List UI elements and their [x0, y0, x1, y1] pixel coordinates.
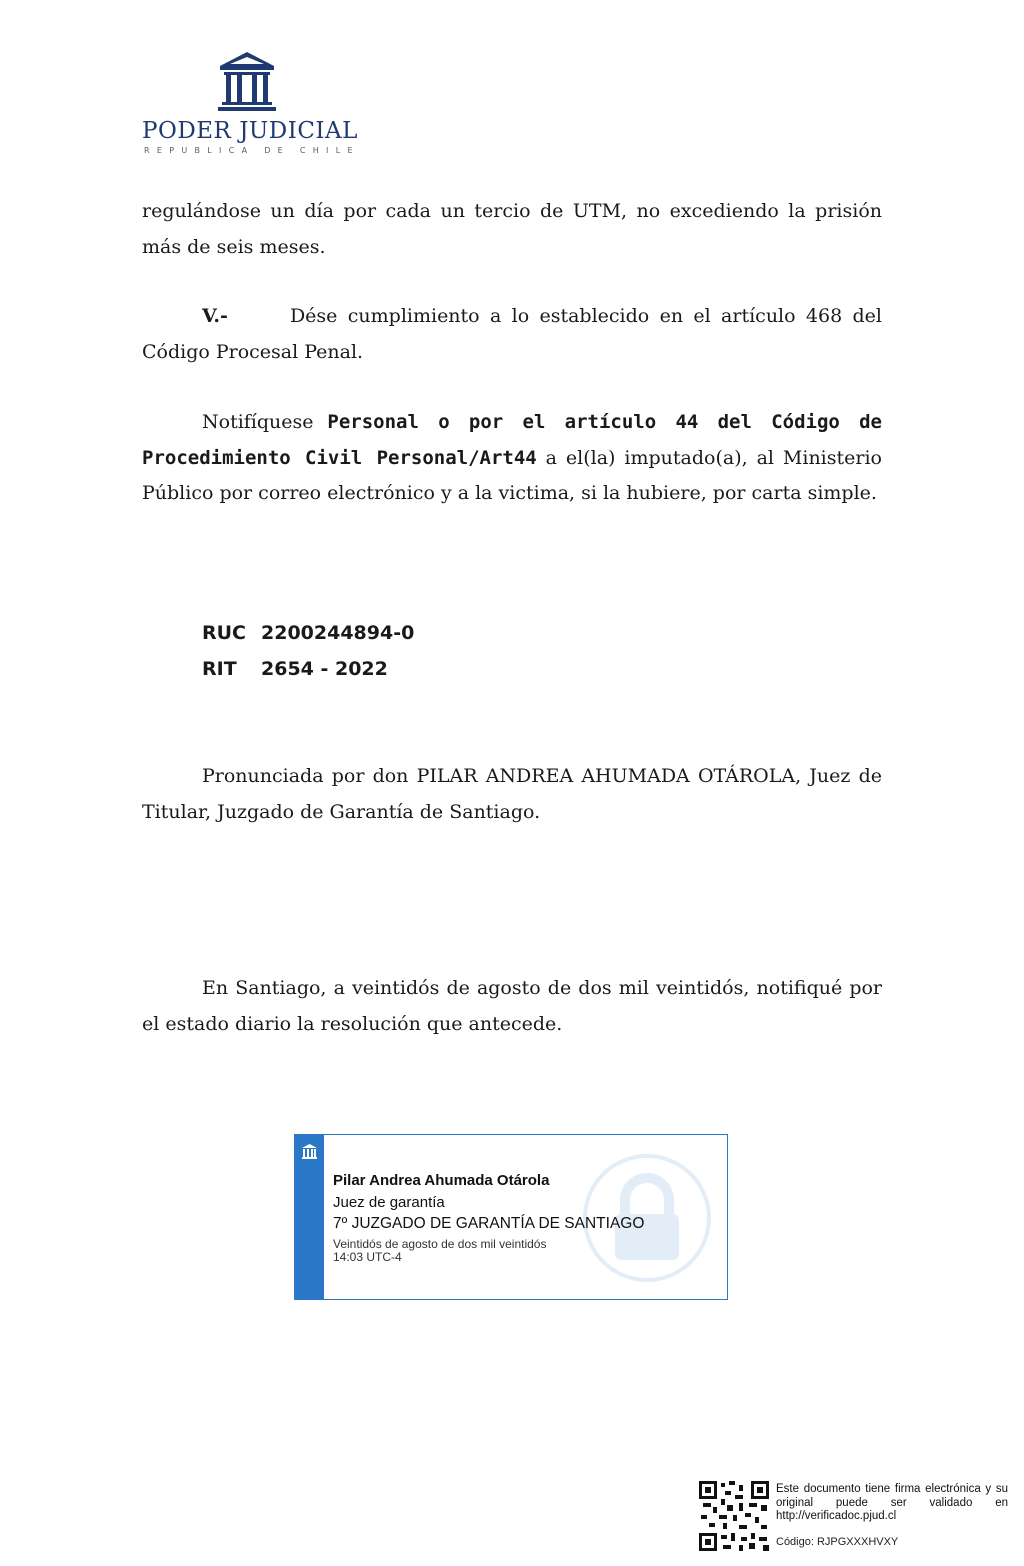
courthouse-icon — [216, 50, 278, 112]
logo-title: PODER JUDICIAL — [142, 118, 358, 144]
rit-line — [202, 658, 388, 680]
notify-lead: Notifíquese — [202, 411, 314, 433]
ruc-label: RUC — [202, 622, 247, 644]
rit-value: 2654 - 2022 — [261, 658, 388, 680]
courthouse-icon — [301, 1143, 318, 1160]
signer-role: Juez de garantía — [333, 1194, 445, 1211]
ruc-line — [202, 622, 414, 644]
verification-code: Código: RJPGXXXHVXY — [776, 1536, 899, 1548]
signature-accent-bar — [295, 1135, 324, 1299]
paragraph-section-v — [142, 299, 882, 370]
qr-code-icon — [699, 1481, 769, 1551]
paragraph-pronounced: Pronunciada por don PILAR ANDREA AHUMADA OTÁROLA, Juez de Titular, Juzgado de Garantía de Santiago. — [142, 765, 882, 823]
paragraph-notification: En Santiago, a veintidós de agosto de dos mil veintidós, notifiqué por el estado diario la resolución que antecede. — [142, 977, 882, 1035]
rit-label: RIT — [202, 658, 237, 680]
paragraph-notification-order — [142, 405, 882, 512]
logo-subtitle: REPUBLICA DE CHILE — [144, 146, 360, 155]
signature-date: Veintidós de agosto de dos mil veintidós — [333, 1237, 547, 1251]
signature-time: 14:03 UTC-4 — [333, 1250, 402, 1264]
signer-court: 7º JUZGADO DE GARANTÍA DE SANTIAGO — [333, 1215, 645, 1232]
poder-judicial-logo — [142, 46, 362, 158]
notify-bold: Personal o por el artículo 44 del Código de Procedimiento Civil Personal/Art44 — [142, 411, 882, 469]
paragraph-continuation: regulándose un día por cada un tercio de UTM, no excediendo la prisión más de seis meses. — [142, 200, 882, 258]
ruc-value: 2200244894-0 — [261, 622, 415, 644]
verification-text: Este documento tiene firma electrónica y su original puede ser validado en http://verificadoc.pjud.cl — [776, 1483, 1008, 1522]
signer-name: Pilar Andrea Ahumada Otárola — [333, 1172, 550, 1189]
electronic-signature-box — [294, 1134, 728, 1300]
section-v-label: V.- — [202, 305, 228, 327]
notify-rest: a el(la) imputado(a), al Ministerio Público por correo electrónico y a la victima, si la hubiere, por carta simple. — [142, 446, 882, 504]
section-v-text: Dése cumplimiento a lo establecido en el artículo 468 del Código Procesal Penal. — [142, 305, 882, 363]
